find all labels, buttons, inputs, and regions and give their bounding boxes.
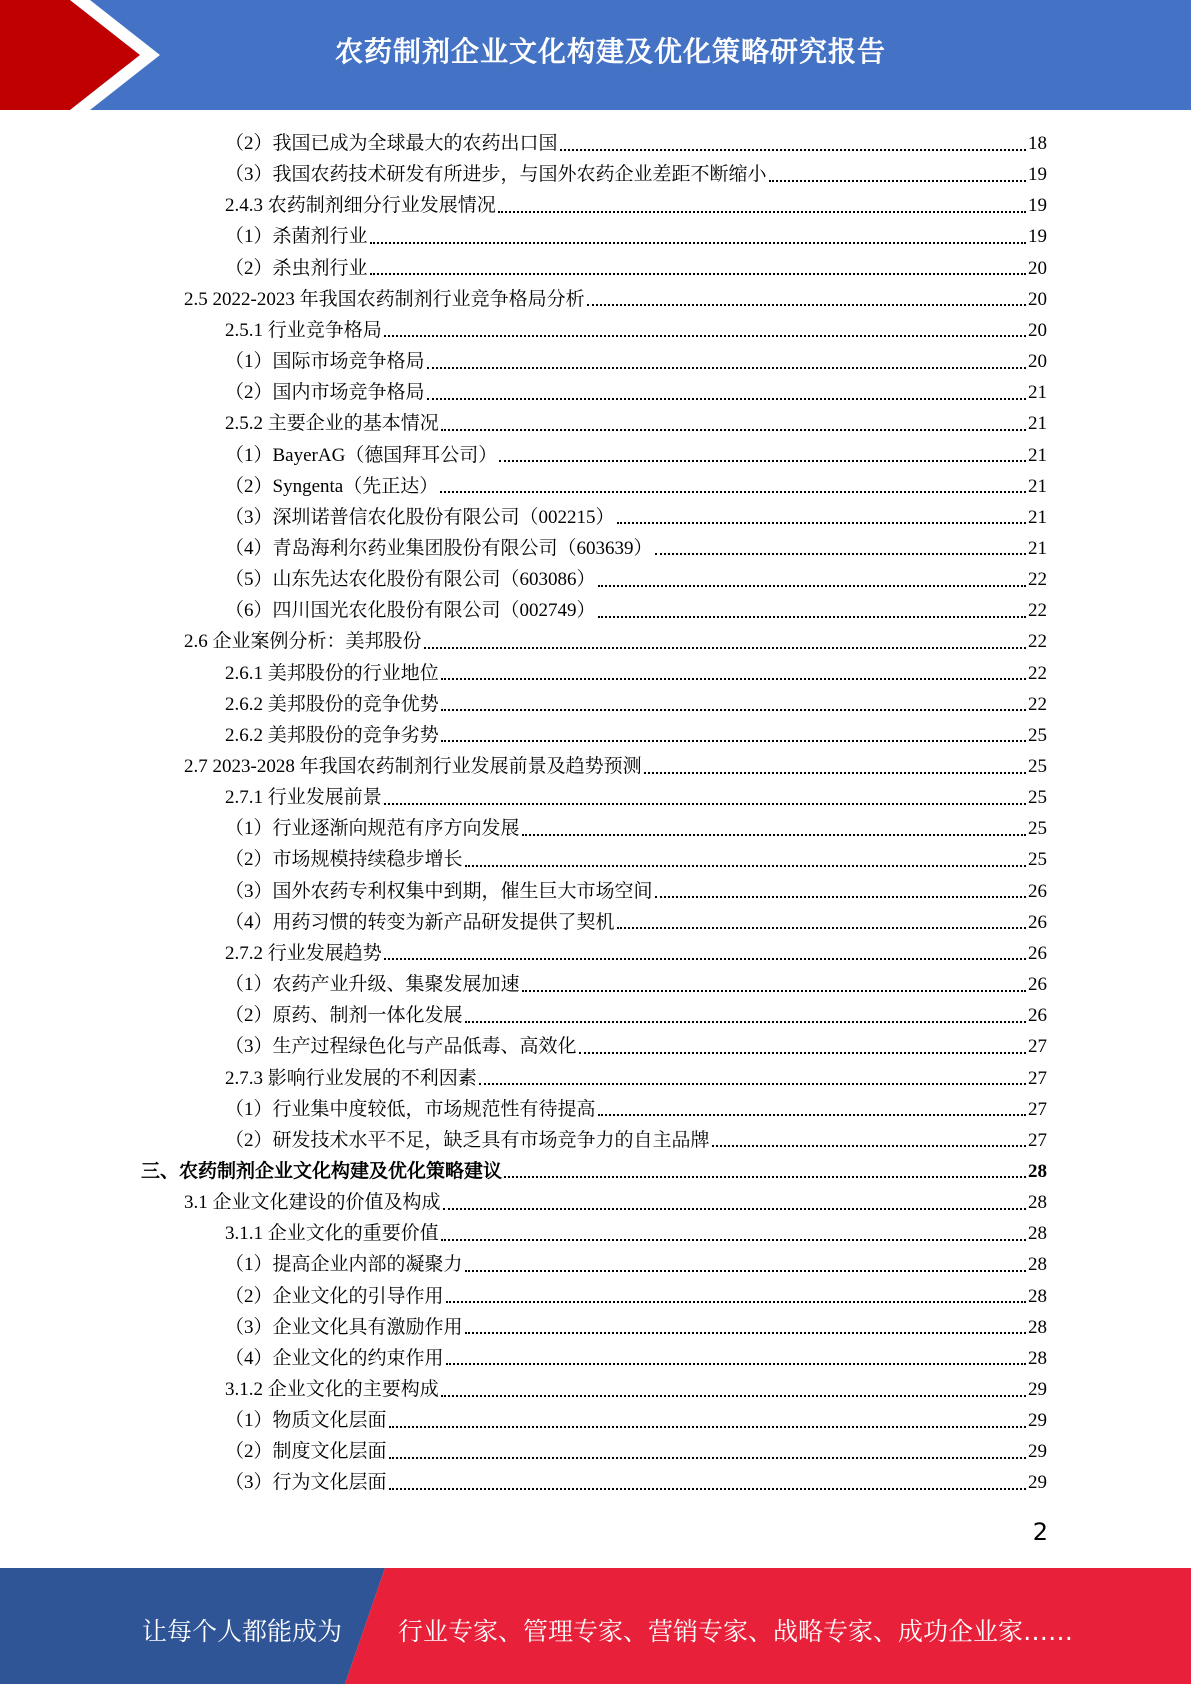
toc-entry[interactable] bbox=[225, 471, 1047, 502]
toc-entry-page: 22 bbox=[1028, 662, 1047, 684]
toc-entry-title: （4）青岛海利尔药业集团股份有限公司（603639） bbox=[225, 537, 653, 559]
toc-entry-page: 20 bbox=[1028, 257, 1047, 279]
footer-banner bbox=[0, 1568, 1191, 1684]
toc-entry-page: 28 bbox=[1028, 1160, 1047, 1182]
toc-entry-title: 2.5 2022-2023 年我国农药制剂行业竞争格局分析 bbox=[184, 288, 585, 310]
toc-entry-page: 25 bbox=[1028, 849, 1047, 871]
toc-entry-page: 28 bbox=[1028, 1285, 1047, 1307]
toc-leader-dots bbox=[712, 1145, 1026, 1147]
toc-leader-dots bbox=[389, 1426, 1026, 1428]
toc-entry-title: （2）原药、制剂一体化发展 bbox=[225, 1005, 463, 1027]
toc-entry[interactable] bbox=[225, 1436, 1047, 1467]
toc-entry-page: 29 bbox=[1028, 1379, 1047, 1400]
toc-entry-title: （3）行为文化层面 bbox=[225, 1472, 387, 1494]
toc-leader-dots bbox=[441, 740, 1026, 742]
toc-entry-page: 22 bbox=[1028, 631, 1047, 653]
toc-entry[interactable] bbox=[225, 1125, 1047, 1156]
toc-entry[interactable] bbox=[225, 408, 1047, 439]
toc-leader-dots bbox=[441, 709, 1026, 711]
toc-leader-dots bbox=[441, 429, 1026, 431]
toc-leader-dots bbox=[465, 1021, 1026, 1023]
toc-leader-dots bbox=[617, 927, 1026, 929]
toc-entry-page: 21 bbox=[1028, 444, 1047, 466]
toc-entry-page: 18 bbox=[1028, 133, 1047, 154]
toc-leader-dots bbox=[498, 211, 1026, 213]
toc-entry-page: 28 bbox=[1028, 1192, 1047, 1214]
toc-entry[interactable] bbox=[225, 377, 1047, 408]
toc-entry-title: （1）国际市场竞争格局 bbox=[225, 351, 425, 373]
toc-entry-title: 2.5.2 主要企业的基本情况 bbox=[225, 413, 439, 435]
toc-leader-dots bbox=[499, 460, 1026, 462]
toc-entry-title: （2）制度文化层面 bbox=[225, 1441, 387, 1463]
toc-entry-page: 25 bbox=[1028, 818, 1047, 840]
toc-leader-dots bbox=[587, 304, 1026, 306]
toc-entry-page: 28 bbox=[1028, 1316, 1047, 1338]
toc-entry[interactable] bbox=[225, 844, 1047, 875]
toc-entry[interactable] bbox=[225, 1249, 1047, 1280]
report-title: 农药制剂企业文化构建及优化策略研究报告 bbox=[334, 35, 886, 68]
toc-leader-dots bbox=[384, 803, 1026, 805]
toc-entry-title: （3）企业文化具有激励作用 bbox=[225, 1316, 463, 1338]
toc-entry-page: 26 bbox=[1028, 880, 1047, 902]
toc-entry[interactable] bbox=[225, 315, 1047, 346]
toc-entry-title: （1）提高企业内部的凝聚力 bbox=[225, 1254, 463, 1276]
toc-entry-page: 20 bbox=[1028, 319, 1047, 341]
toc-leader-dots bbox=[441, 1239, 1026, 1241]
toc-entry-title: （1）行业逐渐向规范有序方向发展 bbox=[225, 818, 520, 840]
toc-leader-dots bbox=[446, 1301, 1026, 1303]
toc-leader-dots bbox=[370, 273, 1026, 275]
toc-entry-page: 28 bbox=[1028, 1347, 1047, 1369]
toc-entry-page: 27 bbox=[1028, 1098, 1047, 1120]
toc-entry[interactable] bbox=[225, 564, 1047, 595]
toc-entry-title: （3）深圳诺普信农化股份有限公司（002215） bbox=[225, 506, 615, 528]
toc-entry[interactable] bbox=[225, 1218, 1047, 1249]
toc-leader-dots bbox=[579, 1052, 1026, 1054]
toc-entry-title: （3）生产过程绿色化与产品低毒、高效化 bbox=[225, 1036, 577, 1058]
toc-leader-dots bbox=[644, 772, 1026, 774]
toc-entry-title: （1）物质文化层面 bbox=[225, 1410, 387, 1432]
toc-leader-dots bbox=[479, 1083, 1026, 1085]
toc-entry[interactable] bbox=[141, 1156, 1047, 1187]
toc-entry[interactable] bbox=[225, 346, 1047, 377]
toc-entry[interactable] bbox=[184, 284, 1047, 315]
toc-entry-title: 2.6.1 美邦股份的行业地位 bbox=[225, 662, 439, 684]
toc-entry[interactable] bbox=[225, 813, 1047, 844]
toc-entry[interactable] bbox=[225, 502, 1047, 533]
toc-leader-dots bbox=[384, 335, 1026, 337]
toc-entry-page: 21 bbox=[1028, 537, 1047, 559]
toc-entry[interactable] bbox=[225, 1031, 1047, 1062]
toc-entry[interactable] bbox=[225, 1343, 1047, 1374]
toc-entry-title: 3.1.2 企业文化的主要构成 bbox=[225, 1379, 439, 1400]
toc-entry[interactable] bbox=[225, 253, 1047, 284]
toc-entry-title: （2）我国已成为全球最大的农药出口国 bbox=[225, 133, 558, 154]
toc-entry[interactable] bbox=[225, 1000, 1047, 1031]
toc-entry-title: （1）BayerAG（德国拜耳公司） bbox=[225, 444, 498, 466]
toc-leader-dots bbox=[598, 616, 1026, 618]
toc-entry-page: 19 bbox=[1028, 226, 1047, 248]
toc-entry[interactable] bbox=[184, 1187, 1047, 1218]
toc-entry-title: 2.4.3 农药制剂细分行业发展情况 bbox=[225, 195, 496, 217]
toc-entry-page: 27 bbox=[1028, 1067, 1047, 1089]
toc-entry-page: 25 bbox=[1028, 756, 1047, 777]
toc-entry-title: （1）农药产业升级、集聚发展加速 bbox=[225, 974, 520, 996]
toc-entry-page: 22 bbox=[1028, 569, 1047, 591]
footer-slogan-left: 让每个人都能成为 bbox=[142, 1617, 343, 1646]
toc-entry-page: 27 bbox=[1028, 1036, 1047, 1058]
toc-entry-title: 三、农药制剂企业文化构建及优化策略建议 bbox=[141, 1160, 503, 1182]
toc-entry[interactable] bbox=[225, 907, 1047, 938]
toc-entry-title: （2）研发技术水平不足，缺乏具有市场竞争力的自主品牌 bbox=[225, 1129, 710, 1151]
toc-leader-dots bbox=[446, 1363, 1026, 1365]
toc-leader-dots bbox=[598, 1114, 1026, 1116]
toc-entry[interactable] bbox=[225, 595, 1047, 626]
toc-entry-page: 20 bbox=[1028, 288, 1047, 310]
toc-entry[interactable] bbox=[225, 221, 1047, 252]
toc-entry-page: 29 bbox=[1028, 1472, 1047, 1494]
toc-entry-title: 2.7.3 影响行业发展的不利因素 bbox=[225, 1067, 477, 1089]
toc-entry[interactable] bbox=[225, 1094, 1047, 1125]
toc-leader-dots bbox=[424, 647, 1026, 649]
toc-leader-dots bbox=[655, 896, 1026, 898]
toc-entry-title: 2.6.2 美邦股份的竞争劣势 bbox=[225, 724, 439, 746]
toc-entry-page: 27 bbox=[1028, 1129, 1047, 1151]
toc-entry-title: （4）企业文化的约束作用 bbox=[225, 1347, 444, 1369]
toc-entry-page: 29 bbox=[1028, 1441, 1047, 1463]
toc-entry-title: （1）杀菌剂行业 bbox=[225, 226, 368, 248]
toc-leader-dots bbox=[384, 958, 1026, 960]
toc-entry[interactable] bbox=[184, 626, 1047, 657]
toc-leader-dots bbox=[655, 553, 1026, 555]
toc-entry-page: 26 bbox=[1028, 911, 1047, 933]
toc-entry-title: 2.7.2 行业发展趋势 bbox=[225, 942, 382, 964]
toc-entry-page: 21 bbox=[1028, 475, 1047, 497]
toc-leader-dots bbox=[522, 990, 1026, 992]
toc-entry-page: 26 bbox=[1028, 1005, 1047, 1027]
toc-entry-title: 2.7 2023-2028 年我国农药制剂行业发展前景及趋势预测 bbox=[184, 756, 642, 777]
toc-entry-page: 22 bbox=[1028, 693, 1047, 715]
toc-entry[interactable] bbox=[225, 128, 1047, 159]
toc-entry-page: 28 bbox=[1028, 1223, 1047, 1245]
toc-entry[interactable] bbox=[225, 159, 1047, 190]
toc-leader-dots bbox=[504, 1176, 1026, 1178]
toc-entry-title: （3）国外农药专利权集中到期，催生巨大市场空间 bbox=[225, 880, 653, 902]
toc-entry-title: 3.1 企业文化建设的价值及构成 bbox=[184, 1192, 441, 1214]
toc-leader-dots bbox=[560, 149, 1026, 151]
toc-entry-page: 28 bbox=[1028, 1254, 1047, 1276]
toc-entry[interactable] bbox=[225, 190, 1047, 221]
toc-entry-page: 26 bbox=[1028, 974, 1047, 996]
toc-leader-dots bbox=[617, 522, 1026, 524]
toc-leader-dots bbox=[427, 398, 1026, 400]
toc-entry-page: 25 bbox=[1028, 724, 1047, 746]
toc-entry-page: 19 bbox=[1028, 195, 1047, 217]
toc-entry-title: （4）用药习惯的转变为新产品研发提供了契机 bbox=[225, 911, 615, 933]
toc-leader-dots bbox=[522, 834, 1026, 836]
toc-entry[interactable] bbox=[225, 1467, 1047, 1498]
toc-leader-dots bbox=[389, 1457, 1026, 1459]
toc-entry-page: 22 bbox=[1028, 600, 1047, 622]
toc-leader-dots bbox=[389, 1488, 1026, 1490]
page-number: 2 bbox=[1032, 1518, 1048, 1546]
toc-entry[interactable] bbox=[225, 782, 1047, 813]
toc-entry-title: 3.1.1 企业文化的重要价值 bbox=[225, 1223, 439, 1245]
toc-leader-dots bbox=[465, 865, 1026, 867]
toc-entry-title: 2.5.1 行业竞争格局 bbox=[225, 319, 382, 341]
toc-entry-title: 2.6.2 美邦股份的竞争优势 bbox=[225, 693, 439, 715]
footer-slogan-right: 行业专家、管理专家、营销专家、战略专家、成功企业家…… bbox=[398, 1617, 1074, 1646]
toc-entry-title: 2.7.1 行业发展前景 bbox=[225, 787, 382, 809]
toc-entry-page: 21 bbox=[1028, 413, 1047, 435]
toc-entry-title: （1）行业集中度较低，市场规范性有待提高 bbox=[225, 1098, 596, 1120]
toc-leader-dots bbox=[769, 180, 1026, 182]
toc-entry[interactable] bbox=[225, 440, 1047, 471]
toc-entry-title: （2）Syngenta（先正达） bbox=[225, 475, 439, 497]
toc-entry-title: （6）四川国光农化股份有限公司（002749） bbox=[225, 600, 596, 622]
toc-entry[interactable] bbox=[225, 1405, 1047, 1436]
toc-leader-dots bbox=[443, 1208, 1026, 1210]
toc-entry-title: （2）企业文化的引导作用 bbox=[225, 1285, 444, 1307]
toc-entry[interactable] bbox=[225, 658, 1047, 689]
toc-entry[interactable] bbox=[184, 751, 1047, 782]
toc-entry-page: 29 bbox=[1028, 1410, 1047, 1432]
header-banner bbox=[0, 0, 1191, 110]
toc-entry-page: 20 bbox=[1028, 351, 1047, 373]
toc-leader-dots bbox=[441, 678, 1026, 680]
toc-entry[interactable] bbox=[225, 720, 1047, 751]
toc-entry-page: 21 bbox=[1028, 506, 1047, 528]
toc-entry[interactable] bbox=[225, 1312, 1047, 1343]
toc-entry-title: （5）山东先达农化股份有限公司（603086） bbox=[225, 569, 596, 591]
toc-entry[interactable] bbox=[225, 1063, 1047, 1094]
toc-leader-dots bbox=[465, 1332, 1026, 1334]
toc-leader-dots bbox=[598, 585, 1026, 587]
toc-entry-title: （2）国内市场竞争格局 bbox=[225, 382, 425, 404]
toc-entry-title: （3）我国农药技术研发有所进步，与国外农药企业差距不断缩小 bbox=[225, 164, 767, 186]
toc-leader-dots bbox=[465, 1270, 1026, 1272]
toc-entry-page: 21 bbox=[1028, 382, 1047, 404]
toc-entry-title: （2）市场规模持续稳步增长 bbox=[225, 849, 463, 871]
toc-leader-dots bbox=[441, 1395, 1026, 1397]
toc-entry[interactable] bbox=[225, 533, 1047, 564]
toc-leader-dots bbox=[370, 242, 1026, 244]
toc-entry[interactable] bbox=[225, 1374, 1047, 1405]
toc-entry[interactable] bbox=[225, 1281, 1047, 1312]
toc-leader-dots bbox=[440, 491, 1026, 493]
toc-entry-title: 2.6 企业案例分析：美邦股份 bbox=[184, 631, 422, 653]
toc-entry[interactable] bbox=[225, 938, 1047, 969]
toc-entry-page: 25 bbox=[1028, 787, 1047, 809]
toc-entry-page: 26 bbox=[1028, 942, 1047, 964]
toc-entry-title: （2）杀虫剂行业 bbox=[225, 257, 368, 279]
toc-entry[interactable] bbox=[225, 689, 1047, 720]
toc-leader-dots bbox=[427, 367, 1026, 369]
toc-entry[interactable] bbox=[225, 969, 1047, 1000]
toc-entry[interactable] bbox=[225, 876, 1047, 907]
toc-entry-page: 19 bbox=[1028, 164, 1047, 186]
